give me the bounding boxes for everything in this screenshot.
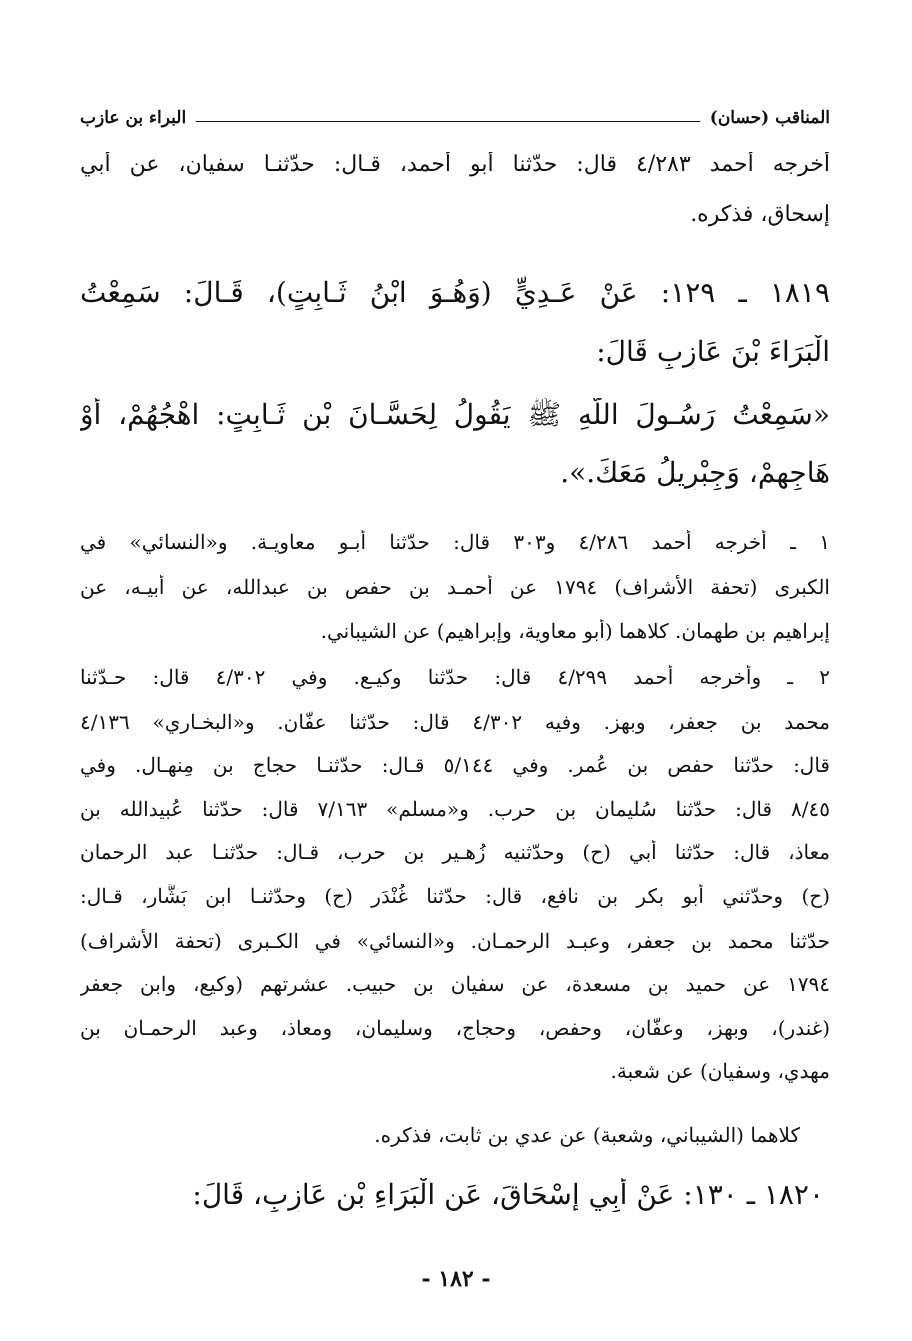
text-line: إسحاق، فذكره. [690,202,830,227]
footnote-line: إبراهيم بن طهمان. كلاهما (أبو معاوية، وإبراهيم) عن الشيباني. [320,619,830,643]
hadith-heading-line: الْبَرَاءَ بْنَ عَازِبٍ قَالَ: [596,335,830,368]
footnote-line: (غندر)، وبهز، وعفّان، وحفص، وحجاج، وسليمان، ومعاذ، وعبد الرحمـان بن [80,1016,830,1040]
header-section-title: المناقب (حسان) [709,108,830,128]
footnote-line: ٨/٤٥ قال: حدّثنا سُليمان بن حرب. و«مسلم» ٧/١٦٣ قال: حدّثنا عُبيدالله بن [80,797,830,821]
hadith-text-line: «سَمِعْتُ رَسُـولَ اللَّهِ ﷺ يَقُولُ لِحَسَّـانَ بْنِ ثَـابِتٍ: اهْجُهُمْ، أَوْ [80,398,830,431]
footnote-line: محمد بن جعفر، وبهز. وفيه ٤/٣٠٢ قال: حدّثنا عفّان. و«البخـاري» ٤/١٣٦ [80,710,830,734]
footnote-line: ١ ـ أخرجه أحمد ٤/٢٨٦ و٣٠٣ قال: حدّثنا أبـو معاويـة. و«النسائي» في [80,530,830,554]
footnote-line: قال: حدّثنا حفص بن عُمر. وفي ٥/١٤٤ قـال: حدّثنـا حجاج بن مِنهـال. وفي [80,753,830,777]
running-header [80,108,830,128]
footnote-line: معاذ، قال: حدّثنا أبي (ح) وحدّثنيه زُهـير بن حرب، قـال: حدّثنـا عبد الرحمان [80,840,830,864]
hadith-heading-line: ١٨١٩ ـ ١٢٩: عَنْ عَـدِيٍّ (وَهُـوَ ابْنُ ثَـابِتٍ)، قَـالَ: سَمِعْتُ [80,276,830,309]
footnote-line: مهدي، وسفيان) عن شعبة. [610,1059,830,1083]
header-chapter-title: البراء بن عازب [80,108,187,128]
text-line: أخرجه أحمد ٤/٢٨٣ قال: حدّثنا أبو أحمد، قـال: حدّثنـا سفيان، عن أبي [80,152,830,177]
hadith-heading-line: ١٨٢٠ ـ ١٣٠: عَنْ أَبِي إِسْحَاقَ، عَنِ الْبَرَاءِ بْنِ عَازِبٍ، قَالَ: [192,1178,824,1211]
footnote-summary-line: كلاهما (الشيباني، وشعبة) عن عدي بن ثابت، فذكره. [374,1123,800,1147]
footnote-line: (ح) وحدّثني أبو بكر بن نافع، قال: حدّثنا غُنْدَر (ح) وحدّثنـا ابن بَشَّار، قـال: [80,884,830,908]
footnote-line: حدّثنا محمد بن جعفر، وعبـد الرحمـان. و«النسائي» في الكـبرى (تحفة الأشراف) [80,929,830,953]
footnote-line: ١٧٩٤ عن حميد بن مسعدة، عن سفيان بن حبيب. عشرتهم (وكيع، وابن جعفر [80,972,830,996]
header-rule [196,121,700,122]
page-number: - ١٨٢ - [421,1266,491,1292]
hadith-text-line: هَاجِهِمْ، وَجِبْرِيلُ مَعَكَ.». [560,456,830,489]
footnote-line: ٢ ـ وأخرجه أحمد ٤/٢٩٩ قال: حدّثنا وكيـع. وفي ٤/٣٠٢ قال: حـدّثنا [80,665,830,689]
footnote-line: الكبرى (تحفة الأشراف) ١٧٩٤ عن أحمـد بن حفص بن عبدالله، عن أبيـه، عن [80,575,830,599]
